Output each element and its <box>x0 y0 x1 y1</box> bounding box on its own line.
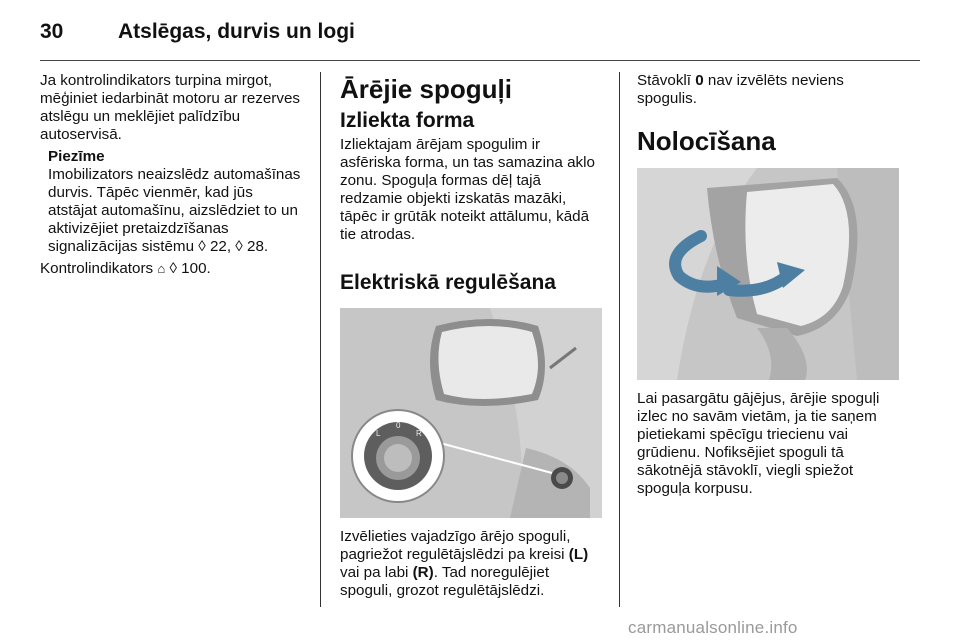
subsection-heading: Elektriskā regulēšana <box>340 271 556 294</box>
indicator-text: Kontrolindikators <box>40 260 154 277</box>
watermark: carmanualsonline.info <box>628 618 798 637</box>
paragraph: Izliektajam ārējam spogulim ir asfēriska forma, un tas samazina aklo zonu. Spoguļa formas dēļ tajā redzamie objekti izskatās mazāki, tāpēc ir grūtāk noteikt attālumu, kādā tie atrodas. <box>340 136 595 243</box>
header-rule <box>40 60 920 61</box>
position-zero-label: 0 <box>695 72 704 89</box>
text-run: nav izvēlēts neviens spogulis. <box>637 72 844 107</box>
page-title: Atslēgas, durvis un logi <box>118 20 355 43</box>
paragraph <box>40 260 306 278</box>
column-divider <box>320 72 321 607</box>
right-label: (R) <box>412 564 434 581</box>
section-heading: Ārējie spoguļi <box>340 74 512 104</box>
svg-text:0: 0 <box>396 421 401 430</box>
note-text: Imobilizators neaizslēdz automašīnas durvis. Tāpēc vienmēr, kad jūs atstājat automašīnu, aizslēdziet to un aktivizējiet pretaizdzīšanas signalizācijas sistēmu ◊ 22, ◊ 28. <box>48 166 301 255</box>
left-label: (L) <box>568 546 589 563</box>
section-heading: Nolocīšana <box>637 126 776 156</box>
page-number: 30 <box>40 20 64 43</box>
text-run: Stāvoklī <box>637 72 696 89</box>
paragraph <box>637 72 899 108</box>
svg-text:L: L <box>376 429 381 438</box>
subsection-heading: Izliekta forma <box>340 109 475 132</box>
paragraph <box>340 528 602 600</box>
column-divider <box>619 72 620 607</box>
paragraph: Ja kontrolindikators turpina mirgot, mēģiniet iedarbināt motoru ar rezerves atslēgu un meklējiet palīdzību autoservisā. <box>40 72 300 143</box>
paragraph: Lai pasargātu gājējus, ārējie spoguļi izlec no savām vietām, ja tie saņem pietiekami spēcīgu triecienu vai grūdienu. Nofiksējiet spoguli tā sākotnējā stāvoklī, viegli spiežot spoguļa korpusu. <box>637 390 880 497</box>
text-run: . Tad noregulējiet spoguli, grozot regulētājslēdzi. <box>340 564 550 599</box>
mirror-fold-illustration <box>637 168 899 380</box>
immobilizer-indicator-icon: ⌂ <box>157 261 166 276</box>
column-1 <box>40 72 306 278</box>
svg-text:R: R <box>416 429 422 438</box>
text-run: vai pa labi <box>340 564 413 581</box>
note-block <box>40 148 306 256</box>
note-title: Piezīme <box>48 148 105 165</box>
text-run: Izvēlieties vajadzīgo ārējo spoguli, pagriežot regulētājslēdzi pa kreisi <box>340 528 571 563</box>
page-reference[interactable]: ◊ 100. <box>169 260 211 277</box>
column-3 <box>637 72 899 498</box>
column-2 <box>340 72 602 600</box>
mirror-adjust-illustration <box>340 308 602 518</box>
